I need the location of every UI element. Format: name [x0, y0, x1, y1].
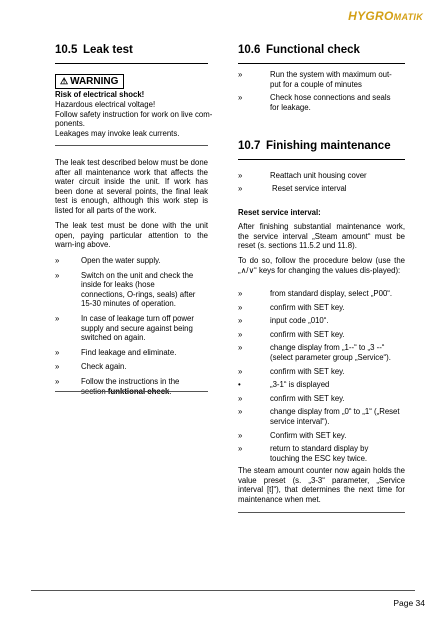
list-item [238, 380, 405, 390]
bullet: » [55, 313, 60, 323]
bullet: » [55, 347, 60, 357]
section-number: 10.7 [238, 140, 261, 152]
warning-body [55, 100, 215, 138]
warning-heading: Risk of electrical shock! [55, 90, 145, 99]
list-item [238, 171, 405, 181]
list-item [238, 303, 405, 313]
step-text: Check again. [81, 362, 127, 372]
list-item [55, 256, 208, 266]
reset-interval-heading: Reset service interval: [238, 208, 321, 217]
step-text: return to standard display by touching the ESC key twice. [270, 444, 369, 463]
step-text: Switch on the unit and check the inside for leaks (hose connections, O-rings, seals) after 15-30 minutes of operation. [81, 270, 196, 309]
bullet: » [238, 316, 243, 326]
warning-label: WARNING [70, 76, 119, 87]
list-item [238, 394, 405, 404]
list-item [238, 343, 405, 362]
heading-rule [238, 159, 405, 160]
list-item [238, 184, 405, 194]
bullet: » [55, 256, 60, 265]
bullet: » [55, 376, 60, 386]
step-text: Run the system with maximum out-put for a couple of minutes [270, 70, 392, 89]
bullet: » [238, 366, 243, 376]
section-heading-leak-test [55, 44, 133, 56]
list-item [238, 407, 405, 426]
section-number: 10.5 [55, 44, 78, 56]
leak-test-paragraph-1: The leak test described below must be done after all maintenance work that affects the water circuit inside the unit. If work has been done at several points, the final leak test is enough, although this work step is listed for all parts of the work. [55, 158, 208, 215]
step-text-post: . [169, 386, 172, 396]
list-item [238, 316, 405, 326]
step-text: Reattach unit housing cover [270, 171, 367, 180]
bullet: » [238, 70, 243, 79]
step-text [81, 377, 199, 396]
warning-triangle-icon: ⚠ [60, 76, 69, 86]
section-title: Leak test [83, 44, 133, 56]
bullet: » [238, 183, 243, 193]
bullet: » [238, 329, 243, 339]
list-item [55, 271, 208, 309]
bullet: » [238, 430, 243, 440]
reset-paragraph-2: To do so, follow the procedure below (use the „∧/∨“ keys for changing the values dis-played): [238, 256, 405, 275]
list-item [55, 348, 208, 358]
reset-steps [238, 289, 405, 463]
step-text: input code „010“. [270, 316, 329, 326]
heading-rule [55, 63, 208, 64]
step-text: Confirm with SET key. [270, 430, 347, 440]
list-item [55, 377, 208, 396]
list-item [55, 362, 208, 372]
functional-check-link: funktional check [107, 386, 170, 396]
heading-rule [238, 63, 405, 64]
list-item [238, 289, 405, 299]
bullet: » [55, 362, 60, 372]
section-number: 10.6 [238, 44, 261, 56]
step-text: change display from „0“ to „1“ („Reset service interval“). [270, 407, 400, 426]
list-item [238, 431, 405, 441]
bullet: » [238, 171, 243, 180]
footer-rule [31, 590, 415, 591]
step-text: confirm with SET key. [270, 302, 345, 312]
list-item [238, 367, 405, 377]
step-text: from standard display, select „P00“. [270, 289, 393, 298]
bullet: » [238, 93, 243, 103]
step-text: change display from „1--“ to „3 --“ (select parameter group „Service“). [270, 343, 391, 362]
warning-line: Hazardous electrical voltage! [55, 100, 156, 109]
step-text: „3-1“ is displayed [270, 380, 330, 390]
logo-main: HYGRO [348, 9, 394, 23]
hygromatik-logo [348, 9, 423, 23]
leak-test-end-rule [55, 391, 208, 392]
step-text: Check hose connections and seals for leakage. [270, 93, 391, 112]
warning-line: Follow safety instruction for work on live com- [55, 109, 213, 119]
step-text: confirm with SET key. [270, 366, 345, 376]
bullet: » [238, 407, 243, 417]
closing-paragraph: The steam amount counter now again holds the value preset (s. „3-3“ parameter, „Service interval [t]“), that determines the next time for maintenance when met. [238, 466, 405, 504]
warning-line: Leakages may invoke leak currents. [55, 128, 180, 138]
step-text: confirm with SET key. [270, 393, 345, 403]
step-text: confirm with SET key. [270, 329, 345, 339]
functional-check-steps [238, 70, 405, 112]
finishing-steps [238, 171, 405, 193]
warning-label-box [55, 74, 124, 89]
warning-rule [55, 145, 208, 146]
page-number: Page 34 [393, 598, 425, 608]
bullet: » [238, 343, 243, 353]
section-heading-finishing [238, 140, 391, 152]
list-item [238, 330, 405, 340]
bullet: » [238, 444, 243, 454]
list-item [238, 70, 405, 89]
bullet: • [238, 380, 241, 390]
list-item [238, 444, 405, 463]
step-text: In case of leakage turn off power supply and secure against being switched on again. [81, 313, 194, 343]
section-title: Functional check [266, 44, 360, 56]
bullet: » [238, 302, 243, 312]
section-heading-functional-check [238, 44, 360, 56]
list-item [238, 93, 405, 112]
section-end-rule [238, 512, 405, 513]
step-text: Find leakage and eliminate. [81, 347, 177, 357]
leak-test-steps [55, 256, 208, 396]
step-text: Open the water supply. [81, 256, 161, 265]
bullet: » [238, 393, 243, 403]
bullet: » [55, 270, 60, 280]
bullet: » [238, 289, 243, 298]
leak-test-paragraph-2: The leak test must be done with the unit open, paying particular attention to the warn-ing above. [55, 221, 208, 250]
warning-line: ponents. [55, 119, 85, 129]
step-text-pre: Follow the instructions in the section [81, 376, 180, 396]
reset-paragraph-1: After finishing substantial maintenance work, the service interval „Steam amount“ must be reset (s. sections 11.5.2 und 11.8). [238, 222, 405, 251]
section-title: Finishing maintenance [266, 140, 391, 152]
list-item [55, 314, 208, 343]
logo-tail: MATIK [393, 12, 423, 22]
step-text: Reset service interval [272, 183, 347, 193]
